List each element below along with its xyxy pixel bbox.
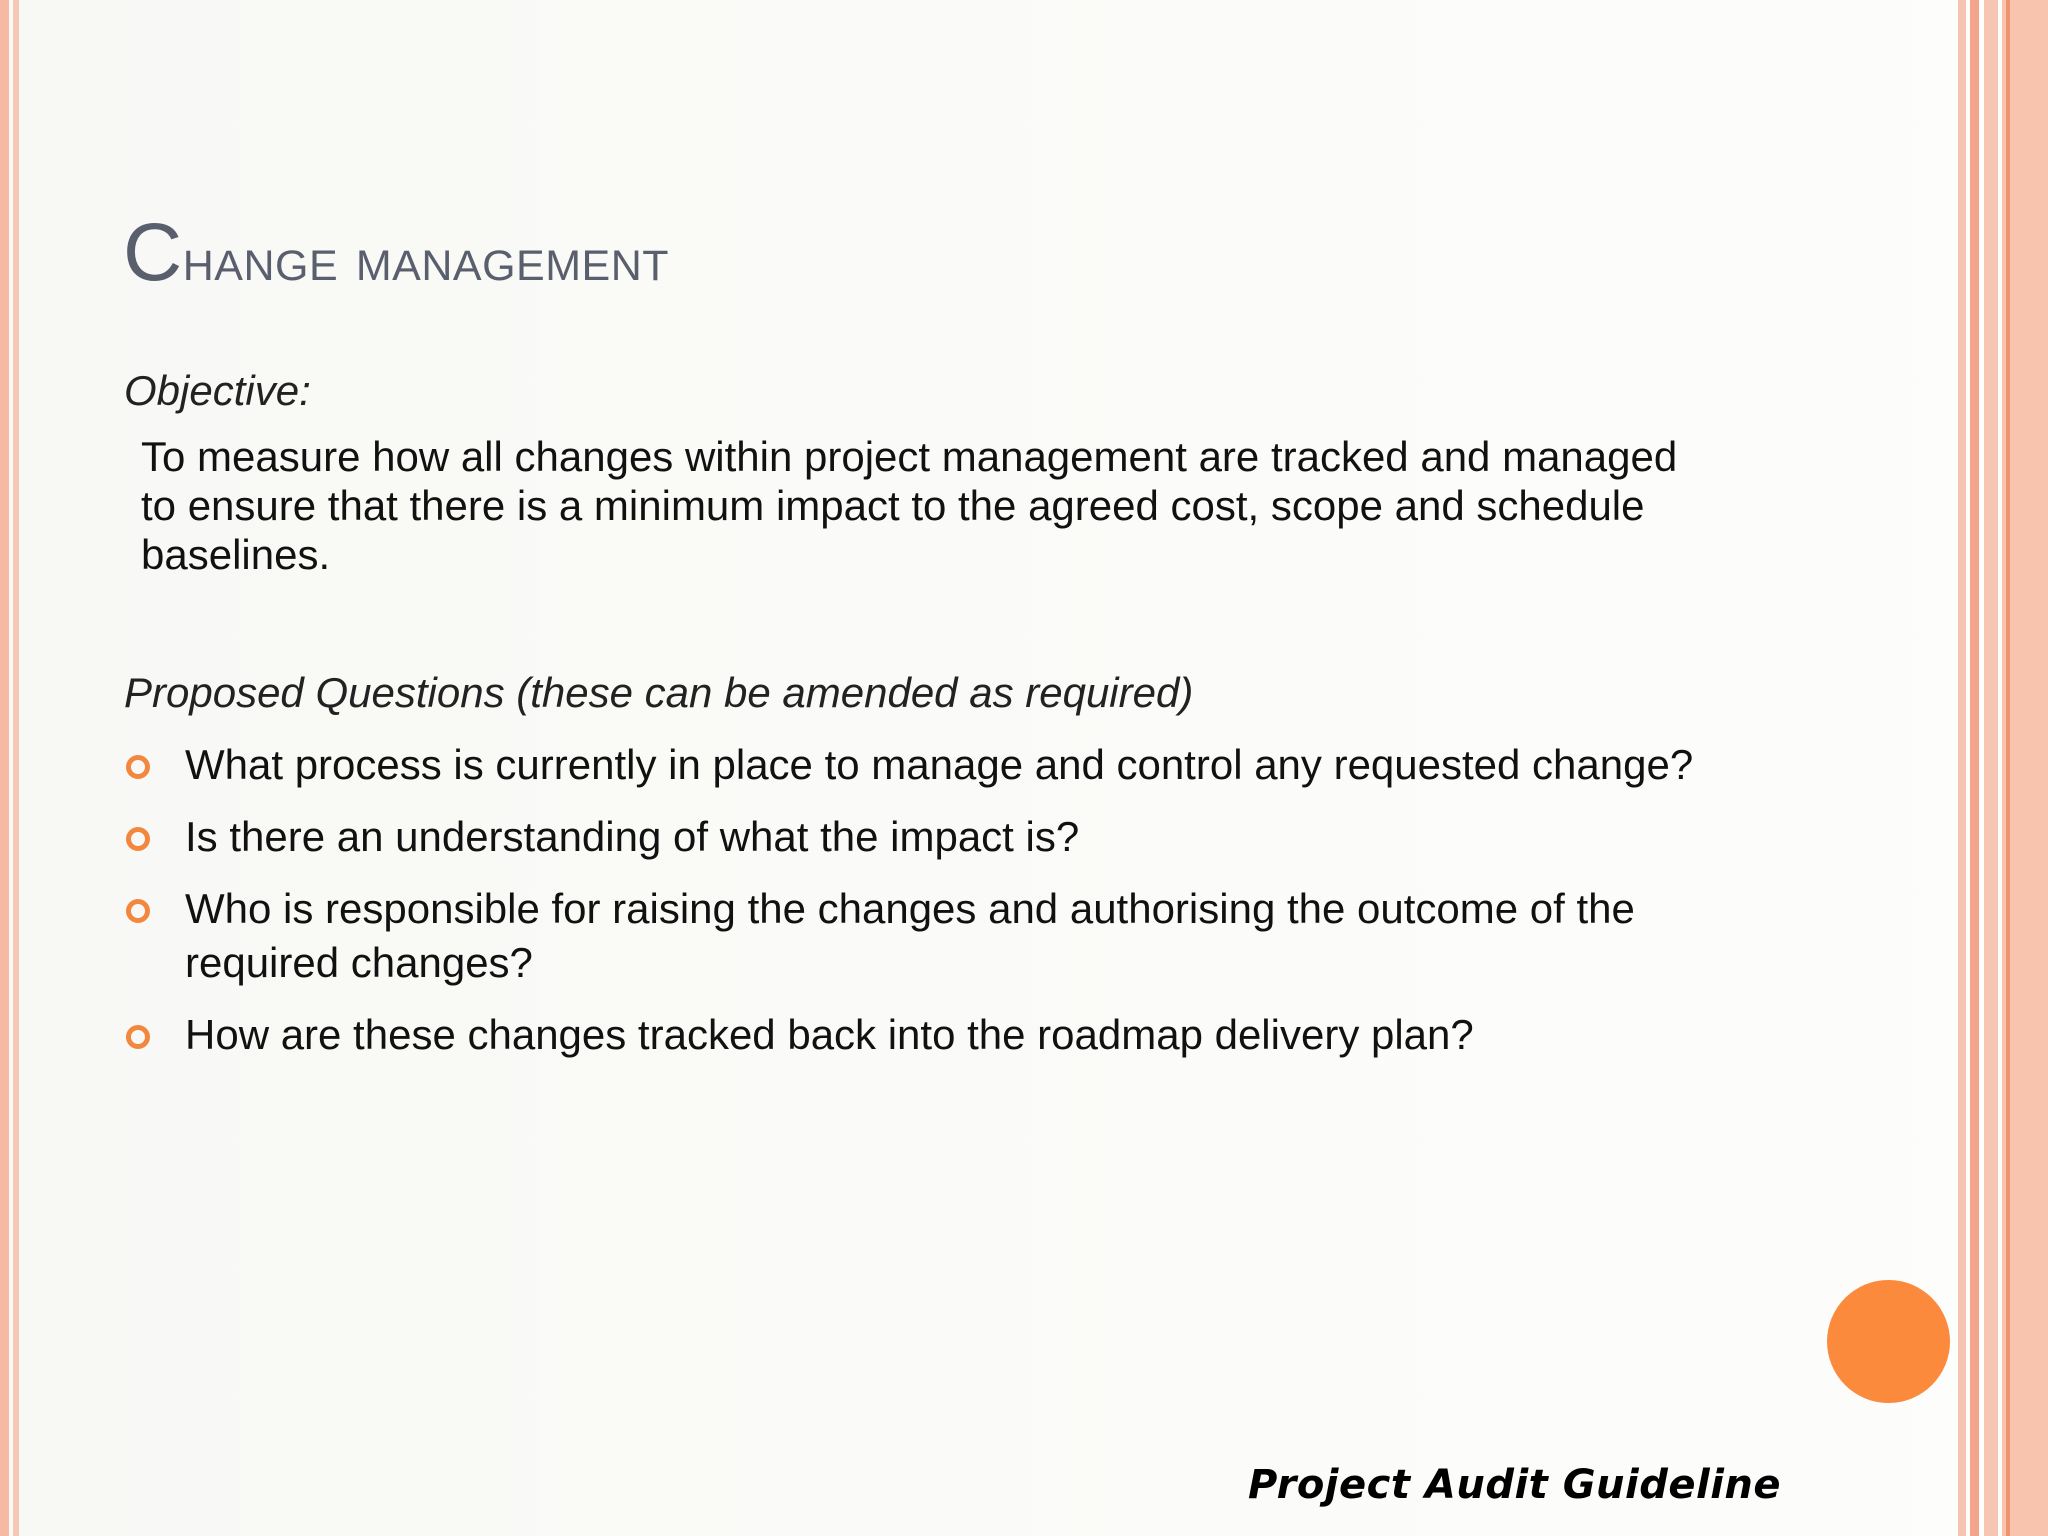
bullet-icon bbox=[126, 1025, 150, 1049]
left-border-stripe bbox=[0, 0, 9, 1536]
question-text: How are these changes tracked back into the roadmap delivery plan? bbox=[185, 1011, 1474, 1058]
objective-label: Objective: bbox=[124, 367, 311, 414]
bullet-icon bbox=[126, 899, 150, 923]
bullet-icon bbox=[126, 755, 150, 779]
title-first-letter: C bbox=[123, 207, 183, 298]
footer-text: Project Audit Guideline bbox=[1248, 1462, 1782, 1508]
question-text: Who is responsible for raising the changes and authorising the outcome of the required changes? bbox=[185, 885, 1635, 986]
question-text: Is there an understanding of what the impact is? bbox=[185, 813, 1080, 860]
right-border-stripe bbox=[1970, 0, 1979, 1536]
title-rest: hange management bbox=[182, 225, 670, 294]
slide-title bbox=[123, 207, 670, 298]
right-border-band bbox=[2002, 0, 2048, 1536]
questions-list bbox=[124, 738, 1724, 1080]
orange-circle-decoration bbox=[1827, 1280, 1950, 1403]
right-border-stripe bbox=[1984, 0, 1998, 1536]
left-border-stripe-inner bbox=[13, 0, 19, 1536]
question-item bbox=[124, 882, 1724, 990]
bullet-icon bbox=[126, 827, 150, 851]
objective-text: To measure how all changes within project management are tracked and managed to ensure that there is a minimum impact to the agreed cost, scope and schedule baselines. bbox=[141, 433, 1678, 578]
question-item bbox=[124, 738, 1724, 792]
question-item bbox=[124, 1008, 1724, 1062]
right-border-stripe bbox=[1958, 0, 1966, 1536]
question-text: What process is currently in place to manage and control any requested change? bbox=[185, 741, 1694, 788]
questions-label: Proposed Questions (these can be amended as required) bbox=[124, 669, 1194, 716]
question-item bbox=[124, 810, 1724, 864]
